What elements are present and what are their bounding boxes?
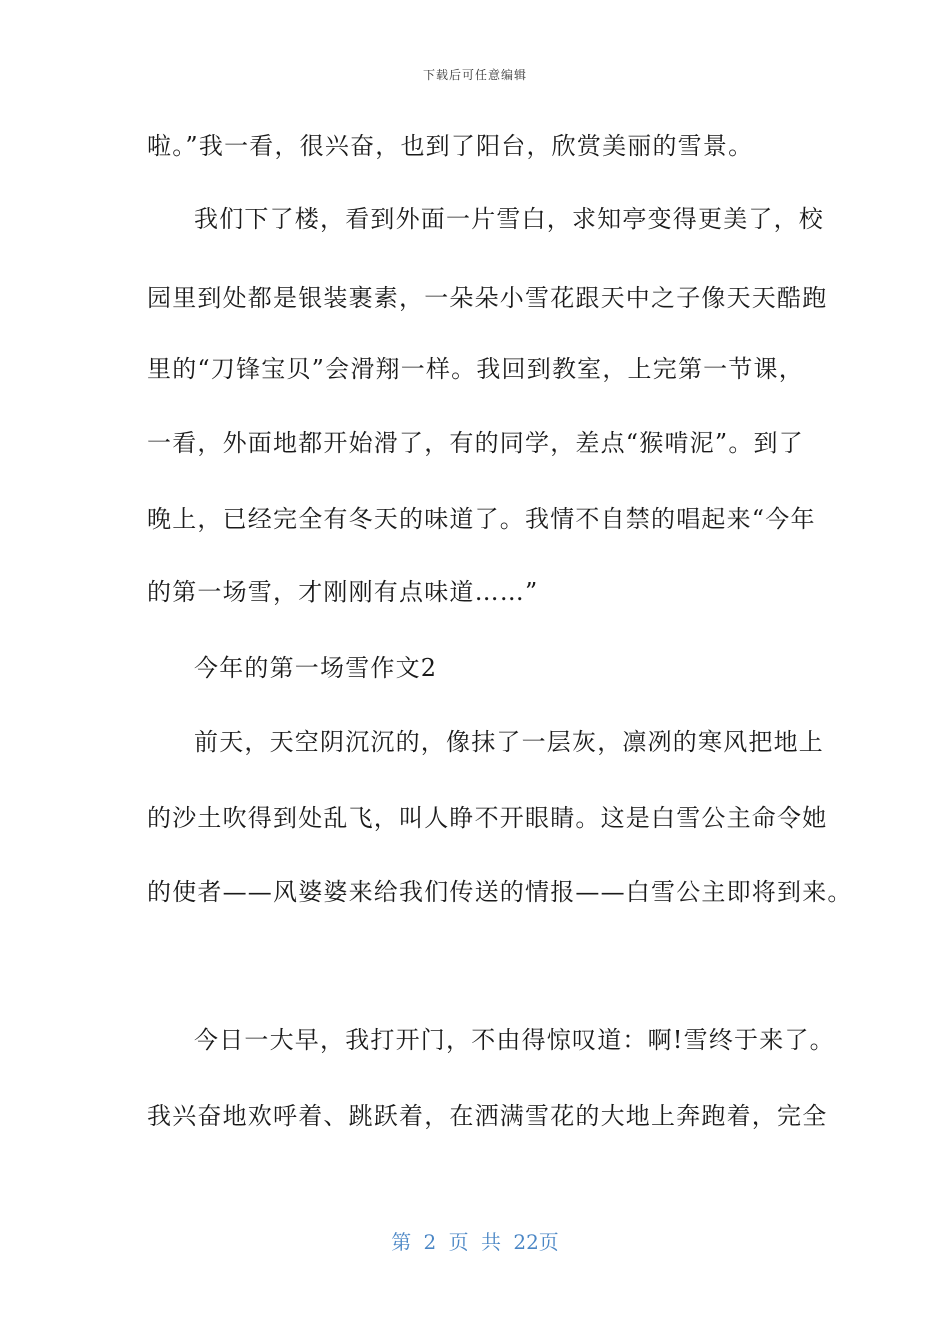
text-line: 一看，外面地都开始滑了，有的同学，差点“猴啃泥”。到了 [147, 429, 804, 457]
text-line: 的第一场雪，才刚刚有点味道……” [147, 578, 539, 606]
text-line: 晚上，已经完全有冬天的味道了。我情不自禁的唱起来“今年 [147, 505, 816, 533]
text-line: 的沙土吹得到处乱飞，叫人睁不开眼睛。这是白雪公主命令她 [147, 804, 828, 832]
text-line: 前天，天空阴沉沉的，像抹了一层灰，凛冽的寒风把地上 [194, 728, 824, 756]
page-footer: 第 2 页 共 22页 [391, 1230, 559, 1254]
text-line: 今日一大早，我打开门，不由得惊叹道：啊!雪终于来了。 [194, 1026, 835, 1054]
text-line: 园里到处都是银装裹素，一朵朵小雪花跟天中之子像天天酷跑 [147, 284, 828, 312]
text-line: 里的“刀锋宝贝”会滑翔一样。我回到教室，上完第一节课， [147, 355, 804, 383]
page-header: 下载后可任意编辑 [422, 68, 527, 82]
text-line: 我兴奋地欢呼着、跳跃着，在洒满雪花的大地上奔跑着，完全 [147, 1102, 828, 1130]
text-line: 的使者——风婆婆来给我们传送的情报——白雪公主即将到来。 [147, 878, 853, 906]
text-line: 啦。”我一看，很兴奋，也到了阳台，欣赏美丽的雪景。 [147, 132, 754, 160]
section-heading: 今年的第一场雪作文2 [194, 654, 438, 682]
text-line: 我们下了楼，看到外面一片雪白，求知亭变得更美了，校 [194, 205, 824, 233]
